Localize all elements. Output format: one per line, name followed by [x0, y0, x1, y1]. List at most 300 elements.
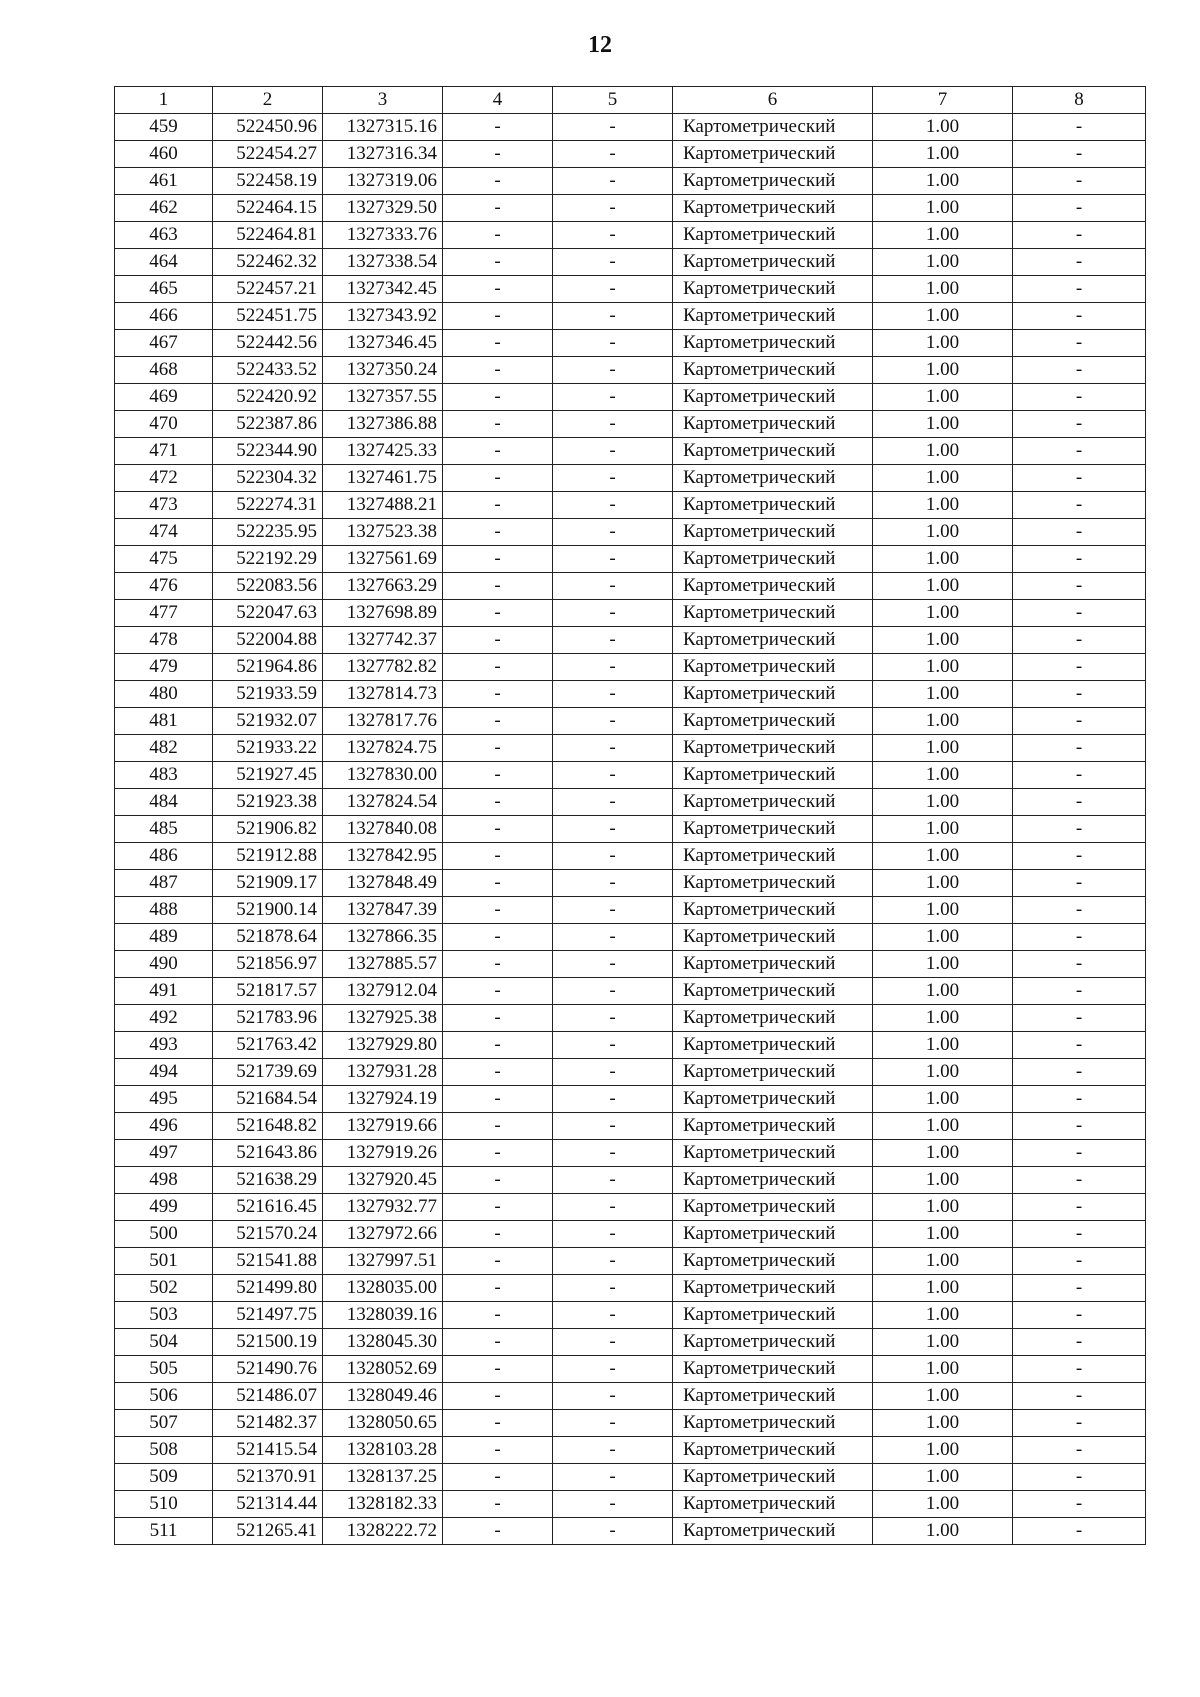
table-row	[115, 222, 1146, 249]
col8-cell: -	[1013, 1518, 1146, 1545]
col4-cell: -	[443, 1518, 553, 1545]
method-cell: Картометрический	[673, 1410, 873, 1437]
method-cell: Картометрический	[673, 1383, 873, 1410]
x-coordinate-cell: 521933.22	[213, 735, 323, 762]
col8-cell: -	[1013, 735, 1146, 762]
accuracy-cell: 1.00	[873, 1086, 1013, 1113]
col5-cell: -	[553, 951, 673, 978]
table-row	[115, 519, 1146, 546]
col4-cell: -	[443, 681, 553, 708]
y-coordinate-cell: 1327343.92	[323, 303, 443, 330]
col8-cell: -	[1013, 1140, 1146, 1167]
col4-cell: -	[443, 330, 553, 357]
table-row	[115, 1275, 1146, 1302]
col8-cell: -	[1013, 168, 1146, 195]
table-row	[115, 1383, 1146, 1410]
col4-cell: -	[443, 762, 553, 789]
col8-cell: -	[1013, 1005, 1146, 1032]
method-cell: Картометрический	[673, 951, 873, 978]
table-row	[115, 1086, 1146, 1113]
table-row	[115, 600, 1146, 627]
method-cell: Картометрический	[673, 1059, 873, 1086]
page-number: 12	[588, 32, 612, 58]
y-coordinate-cell: 1327932.77	[323, 1194, 443, 1221]
col5-cell: -	[553, 411, 673, 438]
x-coordinate-cell: 521497.75	[213, 1302, 323, 1329]
col4-cell: -	[443, 1221, 553, 1248]
y-coordinate-cell: 1327357.55	[323, 384, 443, 411]
table-row	[115, 1032, 1146, 1059]
y-coordinate-cell: 1328035.00	[323, 1275, 443, 1302]
method-cell: Картометрический	[673, 978, 873, 1005]
col5-cell: -	[553, 1167, 673, 1194]
point-number-cell: 487	[115, 870, 213, 897]
method-cell: Картометрический	[673, 195, 873, 222]
col8-cell: -	[1013, 789, 1146, 816]
table-row	[115, 411, 1146, 438]
x-coordinate-cell: 521541.88	[213, 1248, 323, 1275]
col5-cell: -	[553, 1194, 673, 1221]
column-header: 3	[323, 87, 443, 114]
y-coordinate-cell: 1327817.76	[323, 708, 443, 735]
y-coordinate-cell: 1327824.75	[323, 735, 443, 762]
col8-cell: -	[1013, 978, 1146, 1005]
table-row	[115, 1518, 1146, 1545]
accuracy-cell: 1.00	[873, 141, 1013, 168]
method-cell: Картометрический	[673, 600, 873, 627]
col4-cell: -	[443, 708, 553, 735]
accuracy-cell: 1.00	[873, 897, 1013, 924]
table-row	[115, 303, 1146, 330]
table-row	[115, 1356, 1146, 1383]
point-number-cell: 477	[115, 600, 213, 627]
x-coordinate-cell: 521616.45	[213, 1194, 323, 1221]
point-number-cell: 478	[115, 627, 213, 654]
col5-cell: -	[553, 762, 673, 789]
accuracy-cell: 1.00	[873, 357, 1013, 384]
col4-cell: -	[443, 1329, 553, 1356]
x-coordinate-cell: 522442.56	[213, 330, 323, 357]
col4-cell: -	[443, 519, 553, 546]
col8-cell: -	[1013, 573, 1146, 600]
col5-cell: -	[553, 519, 673, 546]
point-number-cell: 491	[115, 978, 213, 1005]
col4-cell: -	[443, 1194, 553, 1221]
point-number-cell: 476	[115, 573, 213, 600]
x-coordinate-cell: 521933.59	[213, 681, 323, 708]
table-row	[115, 330, 1146, 357]
table-row	[115, 384, 1146, 411]
col8-cell: -	[1013, 303, 1146, 330]
y-coordinate-cell: 1327316.34	[323, 141, 443, 168]
col5-cell: -	[553, 222, 673, 249]
col5-cell: -	[553, 1059, 673, 1086]
point-number-cell: 495	[115, 1086, 213, 1113]
col8-cell: -	[1013, 141, 1146, 168]
table-row	[115, 573, 1146, 600]
table-row	[115, 249, 1146, 276]
col4-cell: -	[443, 141, 553, 168]
col4-cell: -	[443, 978, 553, 1005]
y-coordinate-cell: 1327350.24	[323, 357, 443, 384]
x-coordinate-cell: 522462.32	[213, 249, 323, 276]
col8-cell: -	[1013, 1113, 1146, 1140]
col5-cell: -	[553, 897, 673, 924]
y-coordinate-cell: 1327488.21	[323, 492, 443, 519]
x-coordinate-cell: 521643.86	[213, 1140, 323, 1167]
col8-cell: -	[1013, 1383, 1146, 1410]
col8-cell: -	[1013, 1356, 1146, 1383]
x-coordinate-cell: 521923.38	[213, 789, 323, 816]
col5-cell: -	[553, 627, 673, 654]
y-coordinate-cell: 1328103.28	[323, 1437, 443, 1464]
method-cell: Картометрический	[673, 924, 873, 951]
col5-cell: -	[553, 816, 673, 843]
point-number-cell: 505	[115, 1356, 213, 1383]
col8-cell: -	[1013, 600, 1146, 627]
accuracy-cell: 1.00	[873, 249, 1013, 276]
col8-cell: -	[1013, 330, 1146, 357]
x-coordinate-cell: 521499.80	[213, 1275, 323, 1302]
y-coordinate-cell: 1328052.69	[323, 1356, 443, 1383]
col8-cell: -	[1013, 1464, 1146, 1491]
col5-cell: -	[553, 1221, 673, 1248]
x-coordinate-cell: 521900.14	[213, 897, 323, 924]
col5-cell: -	[553, 546, 673, 573]
col4-cell: -	[443, 222, 553, 249]
table-row	[115, 195, 1146, 222]
x-coordinate-cell: 521490.76	[213, 1356, 323, 1383]
col8-cell: -	[1013, 357, 1146, 384]
accuracy-cell: 1.00	[873, 924, 1013, 951]
accuracy-cell: 1.00	[873, 276, 1013, 303]
y-coordinate-cell: 1327346.45	[323, 330, 443, 357]
col5-cell: -	[553, 654, 673, 681]
col5-cell: -	[553, 1275, 673, 1302]
col4-cell: -	[443, 951, 553, 978]
col5-cell: -	[553, 843, 673, 870]
col4-cell: -	[443, 546, 553, 573]
table-row	[115, 708, 1146, 735]
accuracy-cell: 1.00	[873, 681, 1013, 708]
col4-cell: -	[443, 1491, 553, 1518]
accuracy-cell: 1.00	[873, 816, 1013, 843]
method-cell: Картометрический	[673, 546, 873, 573]
point-number-cell: 467	[115, 330, 213, 357]
point-number-cell: 508	[115, 1437, 213, 1464]
column-header: 7	[873, 87, 1013, 114]
col8-cell: -	[1013, 924, 1146, 951]
col5-cell: -	[553, 735, 673, 762]
col5-cell: -	[553, 384, 673, 411]
method-cell: Картометрический	[673, 1221, 873, 1248]
method-cell: Картометрический	[673, 411, 873, 438]
x-coordinate-cell: 522464.81	[213, 222, 323, 249]
accuracy-cell: 1.00	[873, 546, 1013, 573]
method-cell: Картометрический	[673, 816, 873, 843]
point-number-cell: 489	[115, 924, 213, 951]
y-coordinate-cell: 1327931.28	[323, 1059, 443, 1086]
accuracy-cell: 1.00	[873, 1518, 1013, 1545]
col4-cell: -	[443, 1302, 553, 1329]
y-coordinate-cell: 1327338.54	[323, 249, 443, 276]
point-number-cell: 488	[115, 897, 213, 924]
y-coordinate-cell: 1327461.75	[323, 465, 443, 492]
col5-cell: -	[553, 1437, 673, 1464]
method-cell: Картометрический	[673, 573, 873, 600]
col5-cell: -	[553, 465, 673, 492]
method-cell: Картометрический	[673, 627, 873, 654]
x-coordinate-cell: 522235.95	[213, 519, 323, 546]
method-cell: Картометрический	[673, 249, 873, 276]
accuracy-cell: 1.00	[873, 654, 1013, 681]
y-coordinate-cell: 1327885.57	[323, 951, 443, 978]
col5-cell: -	[553, 681, 673, 708]
col4-cell: -	[443, 600, 553, 627]
accuracy-cell: 1.00	[873, 1113, 1013, 1140]
table-row	[115, 627, 1146, 654]
table-row	[115, 1221, 1146, 1248]
col4-cell: -	[443, 897, 553, 924]
method-cell: Картометрический	[673, 735, 873, 762]
x-coordinate-cell: 521265.41	[213, 1518, 323, 1545]
method-cell: Картометрический	[673, 1302, 873, 1329]
accuracy-cell: 1.00	[873, 330, 1013, 357]
table-row	[115, 141, 1146, 168]
accuracy-cell: 1.00	[873, 762, 1013, 789]
table-row	[115, 1140, 1146, 1167]
method-cell: Картометрический	[673, 681, 873, 708]
x-coordinate-cell: 521909.17	[213, 870, 323, 897]
method-cell: Картометрический	[673, 1329, 873, 1356]
col4-cell: -	[443, 1248, 553, 1275]
x-coordinate-cell: 521415.54	[213, 1437, 323, 1464]
table-row	[115, 1410, 1146, 1437]
y-coordinate-cell: 1327848.49	[323, 870, 443, 897]
point-number-cell: 504	[115, 1329, 213, 1356]
y-coordinate-cell: 1327329.50	[323, 195, 443, 222]
col8-cell: -	[1013, 870, 1146, 897]
point-number-cell: 496	[115, 1113, 213, 1140]
point-number-cell: 497	[115, 1140, 213, 1167]
method-cell: Картометрический	[673, 870, 873, 897]
accuracy-cell: 1.00	[873, 1032, 1013, 1059]
point-number-cell: 511	[115, 1518, 213, 1545]
table-row	[115, 1059, 1146, 1086]
point-number-cell: 469	[115, 384, 213, 411]
method-cell: Картометрический	[673, 276, 873, 303]
col4-cell: -	[443, 627, 553, 654]
point-number-cell: 466	[115, 303, 213, 330]
x-coordinate-cell: 522433.52	[213, 357, 323, 384]
col8-cell: -	[1013, 1086, 1146, 1113]
col5-cell: -	[553, 1086, 673, 1113]
x-coordinate-cell: 522464.15	[213, 195, 323, 222]
point-number-cell: 484	[115, 789, 213, 816]
col4-cell: -	[443, 924, 553, 951]
col4-cell: -	[443, 843, 553, 870]
y-coordinate-cell: 1327663.29	[323, 573, 443, 600]
table-row	[115, 1005, 1146, 1032]
accuracy-cell: 1.00	[873, 411, 1013, 438]
col4-cell: -	[443, 411, 553, 438]
table-row	[115, 276, 1146, 303]
col5-cell: -	[553, 492, 673, 519]
table-row	[115, 492, 1146, 519]
x-coordinate-cell: 521314.44	[213, 1491, 323, 1518]
column-header: 4	[443, 87, 553, 114]
point-number-cell: 463	[115, 222, 213, 249]
accuracy-cell: 1.00	[873, 1167, 1013, 1194]
x-coordinate-cell: 521856.97	[213, 951, 323, 978]
point-number-cell: 510	[115, 1491, 213, 1518]
col8-cell: -	[1013, 411, 1146, 438]
point-number-cell: 464	[115, 249, 213, 276]
x-coordinate-cell: 522451.75	[213, 303, 323, 330]
point-number-cell: 468	[115, 357, 213, 384]
point-number-cell: 465	[115, 276, 213, 303]
point-number-cell: 500	[115, 1221, 213, 1248]
method-cell: Картометрический	[673, 357, 873, 384]
col5-cell: -	[553, 1518, 673, 1545]
accuracy-cell: 1.00	[873, 222, 1013, 249]
x-coordinate-cell: 522192.29	[213, 546, 323, 573]
point-number-cell: 475	[115, 546, 213, 573]
col8-cell: -	[1013, 546, 1146, 573]
y-coordinate-cell: 1327425.33	[323, 438, 443, 465]
accuracy-cell: 1.00	[873, 1005, 1013, 1032]
x-coordinate-cell: 522458.19	[213, 168, 323, 195]
col8-cell: -	[1013, 222, 1146, 249]
table-row	[115, 762, 1146, 789]
y-coordinate-cell: 1327742.37	[323, 627, 443, 654]
table-row	[115, 735, 1146, 762]
col5-cell: -	[553, 1005, 673, 1032]
method-cell: Картометрический	[673, 168, 873, 195]
col8-cell: -	[1013, 762, 1146, 789]
col8-cell: -	[1013, 1167, 1146, 1194]
y-coordinate-cell: 1327997.51	[323, 1248, 443, 1275]
table-row	[115, 546, 1146, 573]
column-header: 2	[213, 87, 323, 114]
accuracy-cell: 1.00	[873, 573, 1013, 600]
point-number-cell: 502	[115, 1275, 213, 1302]
y-coordinate-cell: 1327782.82	[323, 654, 443, 681]
table-header-row	[115, 87, 1146, 114]
y-coordinate-cell: 1327929.80	[323, 1032, 443, 1059]
x-coordinate-cell: 521927.45	[213, 762, 323, 789]
y-coordinate-cell: 1327333.76	[323, 222, 443, 249]
point-number-cell: 507	[115, 1410, 213, 1437]
col5-cell: -	[553, 573, 673, 600]
x-coordinate-cell: 522083.56	[213, 573, 323, 600]
accuracy-cell: 1.00	[873, 492, 1013, 519]
method-cell: Картометрический	[673, 654, 873, 681]
x-coordinate-cell: 522047.63	[213, 600, 323, 627]
col5-cell: -	[553, 924, 673, 951]
table-row	[115, 978, 1146, 1005]
col4-cell: -	[443, 1059, 553, 1086]
table-row	[115, 870, 1146, 897]
x-coordinate-cell: 521906.82	[213, 816, 323, 843]
col4-cell: -	[443, 1356, 553, 1383]
point-number-cell: 503	[115, 1302, 213, 1329]
col5-cell: -	[553, 1464, 673, 1491]
point-number-cell: 460	[115, 141, 213, 168]
point-number-cell: 481	[115, 708, 213, 735]
col4-cell: -	[443, 789, 553, 816]
col8-cell: -	[1013, 1194, 1146, 1221]
x-coordinate-cell: 521482.37	[213, 1410, 323, 1437]
col4-cell: -	[443, 870, 553, 897]
col5-cell: -	[553, 600, 673, 627]
col5-cell: -	[553, 870, 673, 897]
col8-cell: -	[1013, 951, 1146, 978]
col4-cell: -	[443, 654, 553, 681]
accuracy-cell: 1.00	[873, 978, 1013, 1005]
method-cell: Картометрический	[673, 1005, 873, 1032]
y-coordinate-cell: 1328050.65	[323, 1410, 443, 1437]
point-number-cell: 461	[115, 168, 213, 195]
x-coordinate-cell: 522457.21	[213, 276, 323, 303]
method-cell: Картометрический	[673, 1086, 873, 1113]
col4-cell: -	[443, 1410, 553, 1437]
point-number-cell: 470	[115, 411, 213, 438]
col8-cell: -	[1013, 1059, 1146, 1086]
accuracy-cell: 1.00	[873, 1221, 1013, 1248]
accuracy-cell: 1.00	[873, 951, 1013, 978]
col4-cell: -	[443, 249, 553, 276]
accuracy-cell: 1.00	[873, 1275, 1013, 1302]
y-coordinate-cell: 1328222.72	[323, 1518, 443, 1545]
x-coordinate-cell: 521638.29	[213, 1167, 323, 1194]
method-cell: Картометрический	[673, 1464, 873, 1491]
col8-cell: -	[1013, 816, 1146, 843]
y-coordinate-cell: 1327830.00	[323, 762, 443, 789]
accuracy-cell: 1.00	[873, 1302, 1013, 1329]
y-coordinate-cell: 1327698.89	[323, 600, 443, 627]
point-number-cell: 474	[115, 519, 213, 546]
table-row	[115, 1113, 1146, 1140]
x-coordinate-cell: 522450.96	[213, 114, 323, 141]
col8-cell: -	[1013, 654, 1146, 681]
y-coordinate-cell: 1327814.73	[323, 681, 443, 708]
accuracy-cell: 1.00	[873, 870, 1013, 897]
table-row	[115, 1248, 1146, 1275]
col4-cell: -	[443, 816, 553, 843]
point-number-cell: 479	[115, 654, 213, 681]
method-cell: Картометрический	[673, 1140, 873, 1167]
x-coordinate-cell: 522420.92	[213, 384, 323, 411]
y-coordinate-cell: 1327847.39	[323, 897, 443, 924]
col4-cell: -	[443, 1005, 553, 1032]
col8-cell: -	[1013, 708, 1146, 735]
col8-cell: -	[1013, 897, 1146, 924]
y-coordinate-cell: 1327972.66	[323, 1221, 443, 1248]
accuracy-cell: 1.00	[873, 1248, 1013, 1275]
col5-cell: -	[553, 1383, 673, 1410]
col8-cell: -	[1013, 384, 1146, 411]
accuracy-cell: 1.00	[873, 600, 1013, 627]
col8-cell: -	[1013, 519, 1146, 546]
table-row	[115, 1491, 1146, 1518]
col8-cell: -	[1013, 681, 1146, 708]
x-coordinate-cell: 522344.90	[213, 438, 323, 465]
point-number-cell: 462	[115, 195, 213, 222]
col8-cell: -	[1013, 438, 1146, 465]
accuracy-cell: 1.00	[873, 465, 1013, 492]
col5-cell: -	[553, 708, 673, 735]
